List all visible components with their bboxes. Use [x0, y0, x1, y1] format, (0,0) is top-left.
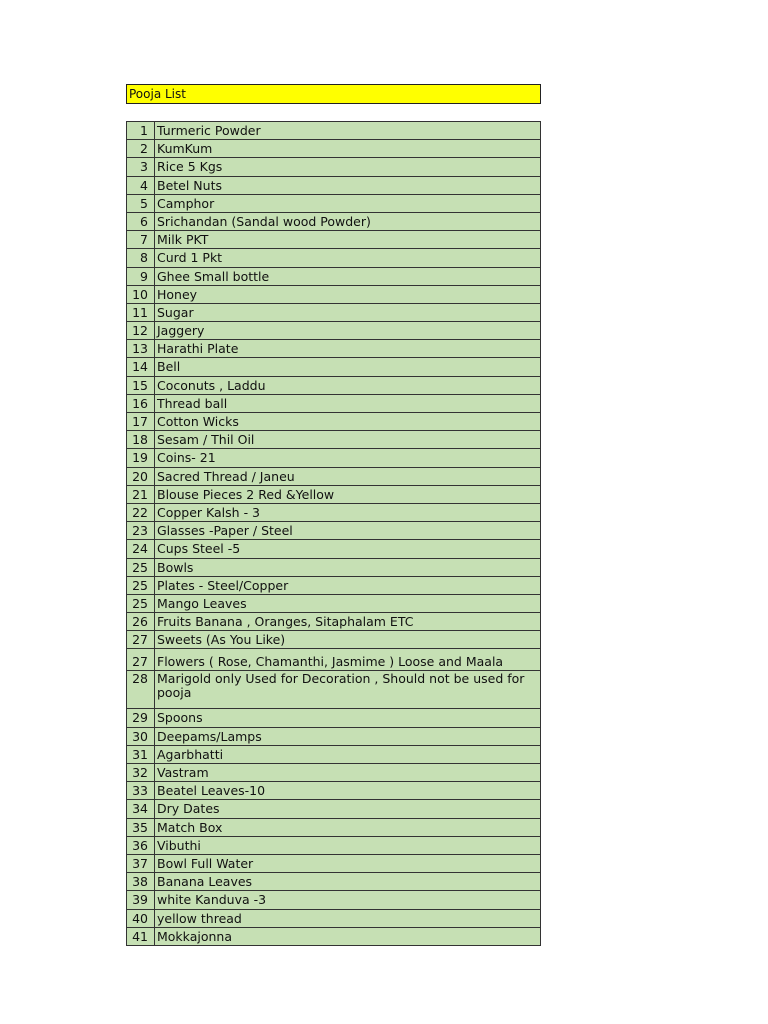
item-number-cell[interactable]: 4 [127, 176, 155, 194]
item-number-cell[interactable]: 31 [127, 745, 155, 763]
table-row [127, 303, 541, 321]
table-row [127, 140, 541, 158]
item-number-cell[interactable]: 20 [127, 467, 155, 485]
table-row [127, 671, 541, 709]
table-row [127, 231, 541, 249]
item-name-cell[interactable]: Banana Leaves [155, 873, 541, 891]
item-number-cell[interactable]: 18 [127, 431, 155, 449]
table-row [127, 649, 541, 671]
table-row [127, 285, 541, 303]
item-number-cell[interactable]: 7 [127, 231, 155, 249]
table-row [127, 522, 541, 540]
item-name-cell[interactable]: Honey [155, 285, 541, 303]
item-name-cell[interactable]: Plates - Steel/Copper [155, 576, 541, 594]
item-name-cell[interactable]: Sweets (As You Like) [155, 631, 541, 649]
table-row [127, 358, 541, 376]
item-name-cell[interactable]: Deepams/Lamps [155, 727, 541, 745]
table-row [127, 194, 541, 212]
item-name-cell[interactable]: Jaggery [155, 322, 541, 340]
item-number-cell[interactable]: 15 [127, 376, 155, 394]
item-name-cell[interactable]: Mokkajonna [155, 927, 541, 945]
item-name-cell[interactable]: Ghee Small bottle [155, 267, 541, 285]
pooja-list-table [126, 121, 541, 946]
item-name-cell[interactable]: Vibuthi [155, 836, 541, 854]
item-number-cell[interactable]: 17 [127, 413, 155, 431]
item-number-cell[interactable]: 28 [127, 671, 155, 709]
table-row [127, 873, 541, 891]
item-number-cell[interactable]: 40 [127, 909, 155, 927]
table-row [127, 431, 541, 449]
item-name-cell[interactable]: white Kanduva -3 [155, 891, 541, 909]
table-row [127, 836, 541, 854]
item-number-cell[interactable]: 10 [127, 285, 155, 303]
table-row [127, 503, 541, 521]
table-row [127, 122, 541, 140]
item-number-cell[interactable]: 35 [127, 818, 155, 836]
item-name-cell[interactable]: Milk PKT [155, 231, 541, 249]
item-number-cell[interactable]: 11 [127, 303, 155, 321]
item-number-cell[interactable]: 23 [127, 522, 155, 540]
item-name-cell[interactable]: Fruits Banana , Oranges, Sitaphalam ETC [155, 613, 541, 631]
item-name-cell[interactable]: Marigold only Used for Decoration , Should not be used for pooja [155, 671, 541, 709]
item-number-cell[interactable]: 37 [127, 854, 155, 872]
item-name-cell[interactable]: Curd 1 Pkt [155, 249, 541, 267]
table-row [127, 467, 541, 485]
item-name-cell[interactable]: Vastram [155, 764, 541, 782]
sheet-title: Pooja List [126, 84, 541, 104]
table-row [127, 249, 541, 267]
table-row [127, 800, 541, 818]
item-name-cell[interactable]: Camphor [155, 194, 541, 212]
table-row [127, 782, 541, 800]
item-name-cell[interactable]: Cotton Wicks [155, 413, 541, 431]
table-row [127, 709, 541, 727]
item-name-cell[interactable]: Blouse Pieces 2 Red &Yellow [155, 485, 541, 503]
table-row [127, 267, 541, 285]
item-number-cell[interactable]: 30 [127, 727, 155, 745]
table-row [127, 927, 541, 945]
item-name-cell[interactable]: Glasses -Paper / Steel [155, 522, 541, 540]
table-row [127, 376, 541, 394]
item-name-cell[interactable]: Turmeric Powder [155, 122, 541, 140]
item-number-cell[interactable]: 24 [127, 540, 155, 558]
item-name-cell[interactable]: Flowers ( Rose, Chamanthi, Jasmime ) Loose and Maala [155, 649, 541, 671]
item-number-cell[interactable]: 25 [127, 594, 155, 612]
item-name-cell[interactable]: KumKum [155, 140, 541, 158]
table-row [127, 854, 541, 872]
item-number-cell[interactable]: 34 [127, 800, 155, 818]
item-name-cell[interactable]: Cups Steel -5 [155, 540, 541, 558]
item-name-cell[interactable]: Rice 5 Kgs [155, 158, 541, 176]
table-row [127, 413, 541, 431]
item-number-cell[interactable]: 2 [127, 140, 155, 158]
table-row [127, 176, 541, 194]
item-number-cell[interactable]: 29 [127, 709, 155, 727]
item-number-cell[interactable]: 38 [127, 873, 155, 891]
item-number-cell[interactable]: 1 [127, 122, 155, 140]
pooja-list-body [127, 122, 541, 946]
table-row [127, 727, 541, 745]
item-number-cell[interactable]: 13 [127, 340, 155, 358]
table-row [127, 540, 541, 558]
item-number-cell[interactable]: 27 [127, 631, 155, 649]
item-number-cell[interactable]: 33 [127, 782, 155, 800]
item-number-cell[interactable]: 25 [127, 558, 155, 576]
item-number-cell[interactable]: 26 [127, 613, 155, 631]
item-name-cell[interactable]: Coins- 21 [155, 449, 541, 467]
table-row [127, 745, 541, 763]
item-number-cell[interactable]: 8 [127, 249, 155, 267]
item-name-cell[interactable]: Beatel Leaves-10 [155, 782, 541, 800]
table-row [127, 631, 541, 649]
table-row [127, 818, 541, 836]
item-name-cell[interactable]: Betel Nuts [155, 176, 541, 194]
item-number-cell[interactable]: 5 [127, 194, 155, 212]
item-number-cell[interactable]: 22 [127, 503, 155, 521]
table-row [127, 485, 541, 503]
item-name-cell[interactable]: Spoons [155, 709, 541, 727]
item-name-cell[interactable]: Sugar [155, 303, 541, 321]
item-number-cell[interactable]: 25 [127, 576, 155, 594]
item-number-cell[interactable]: 32 [127, 764, 155, 782]
item-name-cell[interactable]: Bowls [155, 558, 541, 576]
item-number-cell[interactable]: 21 [127, 485, 155, 503]
item-name-cell[interactable]: Agarbhatti [155, 745, 541, 763]
table-row [127, 449, 541, 467]
table-row [127, 576, 541, 594]
item-name-cell[interactable]: Harathi Plate [155, 340, 541, 358]
item-number-cell[interactable]: 19 [127, 449, 155, 467]
item-name-cell[interactable]: Coconuts , Laddu [155, 376, 541, 394]
item-number-cell[interactable]: 6 [127, 212, 155, 230]
table-row [127, 558, 541, 576]
table-row [127, 594, 541, 612]
item-number-cell[interactable]: 16 [127, 394, 155, 412]
item-number-cell[interactable]: 14 [127, 358, 155, 376]
item-name-cell[interactable]: Mango Leaves [155, 594, 541, 612]
item-number-cell[interactable]: 3 [127, 158, 155, 176]
table-row [127, 322, 541, 340]
item-number-cell[interactable]: 36 [127, 836, 155, 854]
item-number-cell[interactable]: 9 [127, 267, 155, 285]
table-row [127, 613, 541, 631]
item-name-cell[interactable]: Srichandan (Sandal wood Powder) [155, 212, 541, 230]
item-name-cell[interactable]: yellow thread [155, 909, 541, 927]
item-name-cell[interactable]: Sacred Thread / Janeu [155, 467, 541, 485]
table-row [127, 909, 541, 927]
item-name-cell[interactable]: Bowl Full Water [155, 854, 541, 872]
item-name-cell[interactable]: Thread ball [155, 394, 541, 412]
item-number-cell[interactable]: 27 [127, 649, 155, 671]
table-row [127, 340, 541, 358]
item-number-cell[interactable]: 12 [127, 322, 155, 340]
table-row [127, 212, 541, 230]
item-number-cell[interactable]: 39 [127, 891, 155, 909]
table-row [127, 158, 541, 176]
table-row [127, 394, 541, 412]
item-name-cell[interactable]: Bell [155, 358, 541, 376]
item-name-cell[interactable]: Sesam / Thil Oil [155, 431, 541, 449]
item-name-cell[interactable]: Dry Dates [155, 800, 541, 818]
table-row [127, 764, 541, 782]
table-row [127, 891, 541, 909]
item-name-cell[interactable]: Match Box [155, 818, 541, 836]
item-number-cell[interactable]: 41 [127, 927, 155, 945]
item-name-cell[interactable]: Copper Kalsh - 3 [155, 503, 541, 521]
